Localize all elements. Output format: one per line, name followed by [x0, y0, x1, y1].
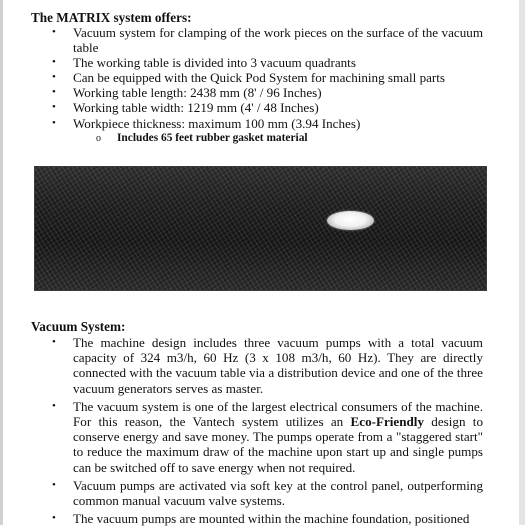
- sub-bullet-icon: o: [96, 132, 101, 144]
- vacuum-table-photo: [34, 166, 487, 291]
- page-right-edge: [519, 0, 525, 525]
- list-item: [0, 399, 483, 475]
- list-item-text-b: design to conserve energy and save money. The pumps operate from a "staggered start" to reduce the maximum draw of the machine upon start up and single pumps can be switched off to save energy when not required.: [73, 414, 483, 475]
- bullet-icon: •: [52, 116, 56, 129]
- list-item: [0, 100, 483, 115]
- list-item: [0, 335, 483, 396]
- list-item-text-a: The vacuum system is one of the largest electrical consumers of the machine. For this reason, the Vantech system utilizes an: [73, 398, 483, 430]
- bullet-icon: •: [52, 26, 56, 38]
- list-item-text: Can be equipped with the Quick Pod System for machining small parts: [73, 70, 446, 86]
- list-item-text: Vacuum system for clamping of the work pieces on the surface of the vacuum table: [73, 25, 483, 56]
- section-heading-matrix: The MATRIX system offers:: [31, 10, 192, 25]
- sub-list-item: [0, 131, 483, 146]
- list-item-text: Vacuum pumps are activated via soft key at the control panel, outperforming common manual vacuum valve systems.: [73, 477, 483, 509]
- bullet-icon: •: [52, 336, 56, 348]
- list-item: [0, 70, 483, 85]
- bullet-icon: •: [52, 86, 56, 99]
- eco-friendly-emphasis: Eco-Friendly: [350, 414, 424, 430]
- bullet-icon: •: [52, 56, 56, 69]
- matrix-features-list: [0, 25, 483, 146]
- list-item: [0, 25, 483, 55]
- list-item: [0, 478, 483, 508]
- list-item: [0, 85, 483, 100]
- sub-list-item-text: Includes 65 feet rubber gasket material: [117, 131, 308, 144]
- bullet-icon: •: [52, 512, 56, 525]
- list-item-text: The vacuum pumps are mounted within the machine foundation, positioned: [73, 511, 470, 527]
- bullet-icon: •: [52, 71, 56, 84]
- bullet-icon: •: [52, 478, 56, 491]
- list-item: [0, 55, 483, 70]
- list-item: [0, 511, 483, 526]
- list-item-text: Workpiece thickness: maximum 100 mm (3.94 Inches): [73, 115, 361, 131]
- vacuum-pod-image: [327, 211, 374, 230]
- vacuum-system-list: [0, 335, 483, 529]
- section-heading-vacuum: Vacuum System:: [31, 319, 126, 334]
- list-item-text: Working table width: 1219 mm (4' / 48 Inches): [73, 100, 319, 116]
- list-item-text: The machine design includes three vacuum pumps with a total vacuum capacity of 324 m3/h, 60 Hz (3 x 108 m3/h, 60 Hz). They are directly connected with the vacuum table via a distribution device and one of the three vacuum generators serves as master.: [73, 335, 483, 396]
- bullet-icon: •: [52, 101, 56, 114]
- bullet-icon: •: [52, 399, 56, 412]
- list-item-text: Working table length: 2438 mm (8' / 96 Inches): [73, 85, 322, 101]
- list-item: [0, 116, 483, 131]
- list-item-text: The working table is divided into 3 vacuum quadrants: [73, 55, 356, 71]
